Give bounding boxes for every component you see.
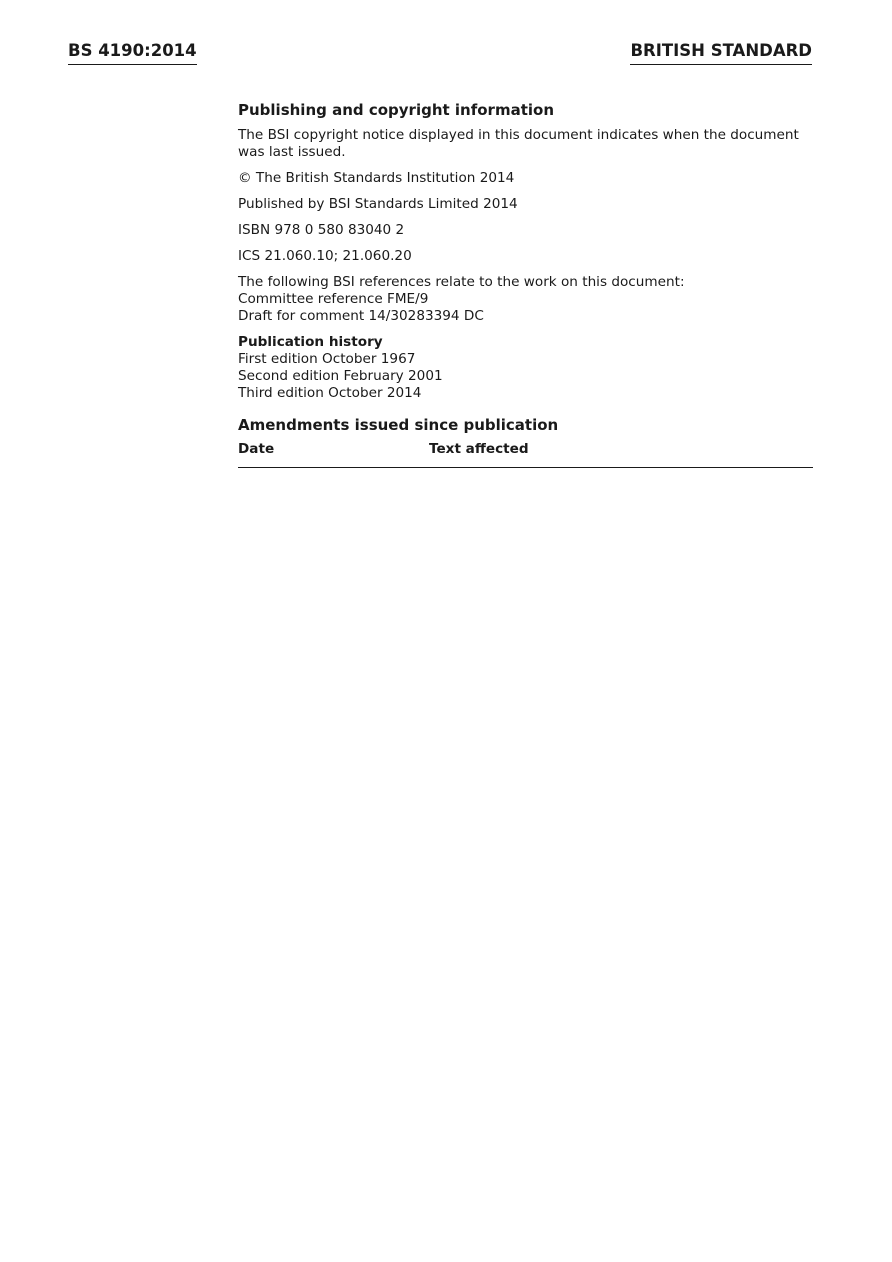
history-title: Publication history — [238, 334, 383, 350]
text-affected-column-header: Text affected — [429, 441, 529, 457]
bsi-references — [238, 274, 813, 325]
edition-item: Second edition February 2001 — [238, 368, 443, 384]
document-type: BRITISH STANDARD — [630, 40, 812, 65]
edition-item: Third edition October 2014 — [238, 385, 422, 401]
publishing-information — [238, 100, 813, 468]
ics-line: ICS 21.060.10; 21.060.20 — [238, 248, 412, 264]
committee-reference: Committee reference FME/9 — [238, 291, 429, 307]
date-column-header: Date — [238, 441, 275, 457]
draft-reference: Draft for comment 14/30283394 DC — [238, 308, 484, 324]
isbn-line: ISBN 978 0 580 83040 2 — [238, 222, 405, 238]
copyright-line: © The British Standards Institution 2014 — [238, 170, 515, 186]
copyright-notice: The BSI copyright notice displayed in this document indicates when the document was last issued. — [238, 127, 799, 160]
publishing-title: Publishing and copyright information — [238, 101, 554, 119]
amendments-title: Amendments issued since publication — [238, 416, 559, 434]
edition-item: First edition October 1967 — [238, 351, 416, 367]
document-number: BS 4190:2014 — [68, 40, 197, 65]
amendments-table-header — [238, 441, 813, 468]
references-intro: The following BSI references relate to the work on this document: — [238, 274, 685, 290]
publisher-line: Published by BSI Standards Limited 2014 — [238, 196, 518, 212]
publication-history — [238, 334, 813, 402]
